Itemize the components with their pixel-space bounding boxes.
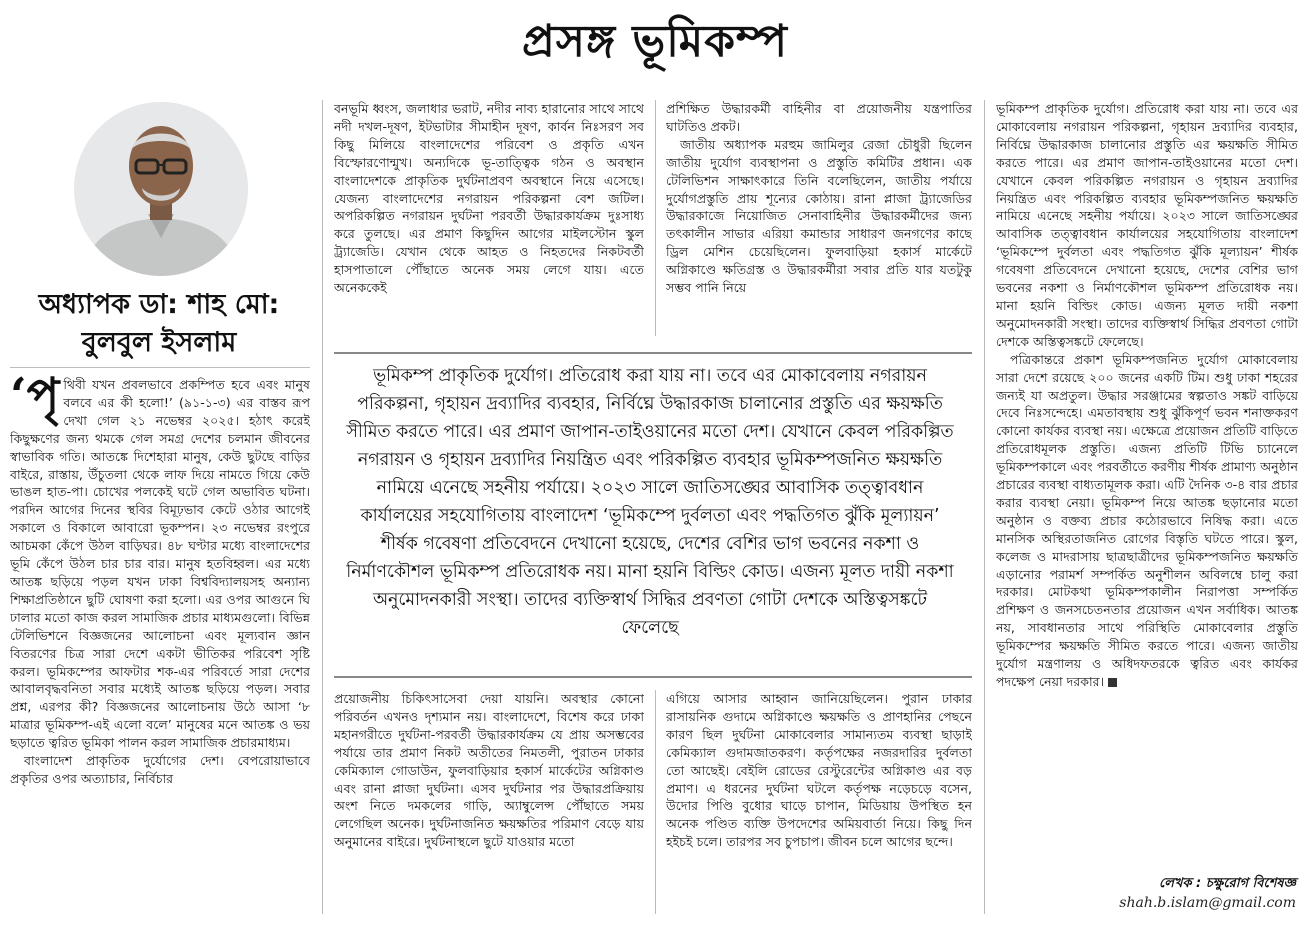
- column-2-bottom: [334, 690, 644, 914]
- author-name-line-2: বুলবুল ইসলাম: [81, 327, 237, 358]
- column-divider: [655, 690, 656, 914]
- column-4: [996, 100, 1298, 868]
- author-photo: [74, 102, 248, 276]
- paragraph: বনভূমি ধ্বংস, জলাধার ভরাট, নদীর নাব্য হারানোর সাথে সাথে নদী দখল-দূষণ, ইটভাটার সীমাহীন দূষণ, কার্বন নিঃসরণ সব কিছু মিলিয়ে বাংলাদেশের পরিবেশ ও প্রকৃতি এখন বিস্ফোরণোন্মুখ। অন্যদিকে ভূ-তাত্ত্বিক গঠন ও অবস্থান বাংলাদেশকে প্রাকৃতিক দুর্ঘটনাপ্রবণ অবস্থানে নিয়ে এসেছে। যেজন্য বাংলাদেশের নগরায়ন পরিকল্পনা বেশ জটিল। অপরিকল্পিত নগরায়ন দুর্ঘটনা পরবর্তী উদ্ধারকার্যক্রম দুঃসাধ্য করে তুলছে। এর প্রমাণ কিছুদিন আগের মাইলস্টোন স্কুল ট্র্যাজেডি। যেখান থেকে আহত ও নিহতদের নিকটবর্তী হাসপাতালে পৌঁছাতে অনেক সময় লেগে যায়। এতে অনেককেই: [334, 101, 644, 296]
- paragraph: প্রশিক্ষিত উদ্ধারকর্মী বাহিনীর বা প্রয়োজনীয় যন্ত্রপাতির ঘাটতিও প্রকট।: [666, 101, 972, 134]
- byline-email: shah.b.islam@gmail.com: [1119, 895, 1296, 911]
- paragraph: পত্রিকান্তরে প্রকাশ ভূমিকম্পজনিত দুর্যোগ মোকাবেলায় সারা দেশে রয়েছে ২০০ জনের একটি টিম। শুধু ঢাকা শহরের জন্যই যা অপ্রতুল। উদ্ধার সরঞ্জামের স্বল্পতাও সঙ্কট বাড়িয়ে দেবে নিঃসন্দেহে। এমতাবস্থায় শুধু ঝুঁকিপূর্ণ ভবন শনাক্তকরণ কোনো কার্যকর ব্যবস্থা নয়। এক্ষেত্রে প্রয়োজন প্রতিটি বাড়িতে প্রতিরোধমূলক প্রস্তুতি। এজন্য প্রতিটি টিভি চ্যানেলে ভূমিকম্পকালে এবং পরবর্তীতে করণীয় শীর্ষক প্রামাণ্য অনুষ্ঠান প্রচারের ব্যবস্থা বাধ্যতামূলক করা। এটি দৈনিক ৩-৪ বার প্রচার করার ব্যবস্থা নেয়া। ভূমিকম্প নিয়ে আতঙ্ক ছড়ানোর মতো অনুষ্ঠান ও বক্তব্য প্রচার কঠোরভাবে নিষিদ্ধ করা। এতে মানসিক অস্থিরতাজনিত রোগের বিস্তৃতি ঘটতে পারে। স্কুল, কলেজ ও মাদরাসায় ছাত্রছাত্রীদের ভূমিকম্পজনিত ক্ষয়ক্ষতি এড়ানোর পরামর্শ সম্পর্কিত অনুশীলন অবিলম্বে চালু করা দরকার। মোটকথা ভূমিকম্পকালীন নিরাপত্তা সম্পর্কিত প্রশিক্ষণ ও জনসচেতনতার প্রয়োজন এখন সর্বাধিক। আতঙ্ক নয়, সাবধানতার সাথে পরিস্থিতি মোকাবেলার প্রস্তুতি ভূমিকম্পের ক্ষয়ক্ষতি সীমিত করতে পারে। এজন্য জাতীয় দুর্যোগ মন্ত্রণালয় ও অধিদফতরকে ত্বরিত এবং কার্যকর পদক্ষেপ নেয়া দরকার।: [996, 351, 1298, 689]
- paragraph: প্রয়োজনীয় চিকিৎসাসেবা দেয়া যায়নি। অবস্থার কোনো পরিবর্তন এখনও দৃশ্যমান নয়। বাংলাদেশে, বিশেষ করে ঢাকা মহানগরীতে দুর্ঘটনা-পরবর্তী উদ্ধারকার্যক্রম যে প্রায় অসম্ভবের পর্যায়ে তার প্রমাণ নিকট অতীতের নিমতলী, পুরাতন ঢাকার কেমিক্যাল গোডাউন, ফুলবাড়িয়ার হকার্স মার্কেটের অগ্নিকাণ্ড এবং রানা প্লাজা দুর্ঘটনা। এসব দুর্ঘটনার পর উদ্ধারপ্রক্রিয়ায় অংশ নিতে দমকলের গাড়ি, অ্যাম্বুলেন্স পৌঁছাতে সময় লেগেছিল অনেক। দুর্ঘটনাজনিত ক্ষয়ক্ষতির পরিমাণ বেড়ে যায় অনুমানের বাইরে। দুর্ঘটনাস্থলে ছুটে যাওয়ার মতো: [334, 691, 644, 850]
- author-divider: [10, 367, 310, 368]
- headline: প্রসঙ্গ ভূমিকম্প: [522, 16, 788, 67]
- author-name: [14, 286, 304, 362]
- byline-role: লেখক : চক্ষুরোগ বিশেষজ্ঞ: [1158, 876, 1296, 891]
- column-2-top: [334, 100, 644, 336]
- paragraph: জাতীয় অধ্যাপক মরহুম জামিলুর রেজা চৌধুরী ছিলেন জাতীয় দুর্যোগ ব্যবস্থাপনা ও প্রস্তুতি কমিটির প্রধান। এক টেলিভিশন সাক্ষাৎকারে তিনি বলেছিলেন, জাতীয় পর্যায়ে দুর্যোগপ্রস্তুতি প্রায় শূন্যের কোঠায়। রানা প্লাজা ট্র্যাজেডির উদ্ধারকাজে নিয়োজিত সেনাবাহিনীর উদ্ধারকর্মীদের জন্য তৎকালীন সাভার এরিয়া কমান্ডার সাধারণ জনগণের কাছে ড্রিল মেশিন চেয়েছিলেন। ফুলবাড়িয়া হকার্স মার্কেটে অগ্নিকাণ্ডে ক্ষতিগ্রস্ত ও উদ্ধারকর্মীরা সবার প্রতি যার যতটুকু সম্ভব পানি নিয়ে: [666, 136, 972, 296]
- paragraph: বাংলাদেশ প্রাকৃতিক দুর্যোগের দেশ। বেপরোয়াভাবে প্রকৃতির ওপর অত্যাচার, নির্বিচার: [10, 753, 310, 786]
- column-divider: [322, 100, 323, 914]
- author-portrait-image: [74, 102, 248, 276]
- paragraph: এগিয়ে আসার আহ্বান জানিয়েছিলেন। পুরান ঢাকার রাসায়নিক গুদামে অগ্নিকাণ্ডে ক্ষয়ক্ষতি ও প্রাণহানির পেছনে কারণ ছিল দুর্ঘটনা মোকাবেলার সামান্যতম ব্যবস্থা ছাড়াই কেমিক্যাল গুদামজাতকরণ। কর্তৃপক্ষের নজরদারির দুর্বলতা তো আছেই। বেইলি রোডের রেস্টুরেন্টের অগ্নিকাণ্ড এর বড় প্রমাণ। এ ধরনের দুর্ঘটনা ঘটলে কর্তৃপক্ষ নড়েচড়ে বসেন, উদোর পিণ্ডি বুধোর ঘাড়ে চাপান, মিডিয়ায় উপস্থিত হন অনেক পণ্ডিত ব্যক্তি উপদেশের অমিয়বার্তা নিয়ে। কিছু দিন হইচই চলে। তারপর সব চুপচাপ। জীবন চলে আগের ছন্দে।: [666, 691, 972, 850]
- column-3-bottom: [666, 690, 972, 914]
- column-divider: [984, 100, 985, 914]
- column-1: [10, 376, 310, 914]
- paragraph: ‘পৃ থিবী যখন প্রবলভাবে প্রকম্পিত হবে এবং মানুষ বলবে এর কী হলো!’ (৯১-১-৩) এর বাস্তব রূপ দেখা গেল ২১ নভেম্বর ২০২৫। হঠাৎ করেই কিছুক্ষণের জন্য থমকে গেল সমগ্র দেশের চলমান জীবনের স্বাভাবিক গতি। আতঙ্কে দিশেহারা মানুষ, কেউ ছুটছে বাড়ির বাইরে, রাস্তায়, উঁচুতলা থেকে লাফ দিয়ে নামতে গিয়ে কেউ ভাঙল হাত-পা। চোখের পলকেই ঘটে গেল অভাবিত ঘটনা। পরদিন আগের দিনের স্থবির বিমূঢ়ভাব কেটে ওঠার আগেই সকালে ও বিকালে আবারো ভূকম্পন। ২৩ নভেম্বর রংপুরে আচমকা কেঁপে উঠল বাড়িঘর। ৪৮ ঘণ্টার মধ্যে বাংলাদেশের ভূমি কেঁপে উঠল চার চার বার। মানুষ হতবিহ্বল। এর মধ্যে আতঙ্ক ছড়িয়ে পড়ল যখন ঢাকা বিশ্ববিদ্যালয়সহ অন্যান্য শিক্ষাপ্রতিষ্ঠানে ছুটি ঘোষণা করা হলো। এর ওপর আগুনে ঘি ঢালার মতো কাজ করল সামাজিক প্রচার মাধ্যমগুলো। বিভিন্ন টেলিভিশনে বিজ্ঞজনের আলোচনা এবং মূল্যবান জ্ঞান বিতরণের চিত্র সারা দেশে একটা ভীতিকর পরিবেশ সৃষ্টি করল। ভূমিকম্পের আফটার শক-এর পরিবর্তে সারা দেশের আবালবৃদ্ধবনিতা সবার মধ্যেই আতঙ্ক ছড়িয়ে পড়ল। সবার প্রশ্ন, এরপর কী? বিজ্ঞজনের আলোচনায় উঠে আসা ‘৮ মাত্রার ভূমিকম্প-এই এলো বলে’ মানুষের মনে আতঙ্ক ও ভয় ছড়াতে ত্বরিত ভূমিকা পালন করল সামাজিক প্রচারমাধ্যম।: [10, 376, 310, 751]
- end-mark-icon: [1108, 678, 1117, 687]
- author-name-line-1: অধ্যাপক ডা: শাহ মো:: [38, 289, 280, 320]
- pull-quote-bottom-rule: [334, 676, 972, 678]
- pull-quote: ভূমিকম্প প্রাকৃতিক দুর্যোগ। প্রতিরোধ করা যায় না। তবে এর মোকাবেলায় নগরায়ন পরিকল্পনা, গৃহায়ন দ্রব্যাদির ব্যবহার, নির্বিঘ্নে উদ্ধারকাজ চালানোর প্রস্তুতি এর ক্ষয়ক্ষতি সীমিত করতে পারে। এর প্রমাণ জাপান-তাইওয়ানের মতো দেশ। যেখানে কেবল পরিকল্পিত নগরায়ন ও গৃহায়ন দ্রব্যাদির নিয়ন্ত্রিত এবং পরিকল্পিত ব্যবহার ভূমিকম্পজনিত ক্ষয়ক্ষতি নামিয়ে এনেছে সহনীয় পর্যায়ে। ২০২৩ সালে জাতিসঙ্ঘের আবাসিক তত্ত্বাবধান কার্যালয়ের সহযোগিতায় বাংলাদেশ ‘ভূমিকম্পে দুর্বলতা এবং পদ্ধতিগত ঝুঁকি মূল্যায়ন’ শীর্ষক গবেষণা প্রতিবেদনে দেখানো হয়েছে, দেশের বেশির ভাগ ভবনের নকশা ও নির্মাণকৌশল ভূমিকম্প প্রতিরোধক নয়। মানা হয়নি বিল্ডিং কোড। এজন্য মূলত দায়ী নকশা অনুমোদনকারী সংস্থা। তাদের ব্যক্তিস্বার্থ সিদ্ধির প্রবণতা গোটা দেশকে অস্তিত্বসঙ্কটে ফেলেছে: [346, 366, 954, 638]
- column-3-top: [666, 100, 972, 336]
- dropcap: ‘পৃ: [10, 376, 60, 424]
- pull-quote-top-rule: [334, 352, 972, 354]
- column-divider: [655, 100, 656, 336]
- paragraph: ভূমিকম্প প্রাকৃতিক দুর্যোগ। প্রতিরোধ করা যায় না। তবে এর মোকাবেলায় নগরায়ন পরিকল্পনা, গৃহায়ন দ্রব্যাদির ব্যবহার, নির্বিঘ্নে উদ্ধারকাজ চালানোর প্রস্তুতি এর ক্ষয়ক্ষতি সীমিত করতে পারে। এর প্রমাণ জাপান-তাইওয়ানের মতো দেশ। যেখানে কেবল পরিকল্পিত নগরায়ন ও গৃহায়ন দ্রব্যাদির নিয়ন্ত্রিত এবং পরিকল্পিত ব্যবহার ভূমিকম্পজনিত ক্ষয়ক্ষতি নামিয়ে এনেছে সহনীয় পর্যায়ে। ২০২৩ সালে জাতিসঙ্ঘের আবাসিক তত্ত্বাবধান কার্যালয়ের সহযোগিতায় বাংলাদেশ ‘ভূমিকম্পে দুর্বলতা এবং পদ্ধতিগত ঝুঁকি মূল্যায়ন’ শীর্ষক গবেষণা প্রতিবেদনে দেখানো হয়েছে, দেশের বেশির ভাগ ভবনের নকশা ও নির্মাণকৌশল ভূমিকম্প প্রতিরোধক নয়। মানা হয়নি বিল্ডিং কোড। এজন্য মূলত দায়ী নকশা অনুমোদনকারী সংস্থা। তাদের ব্যক্তিস্বার্থ সিদ্ধির প্রবণতা গোটা দেশকে অস্তিত্বসঙ্কটে ফেলেছে।: [996, 101, 1298, 349]
